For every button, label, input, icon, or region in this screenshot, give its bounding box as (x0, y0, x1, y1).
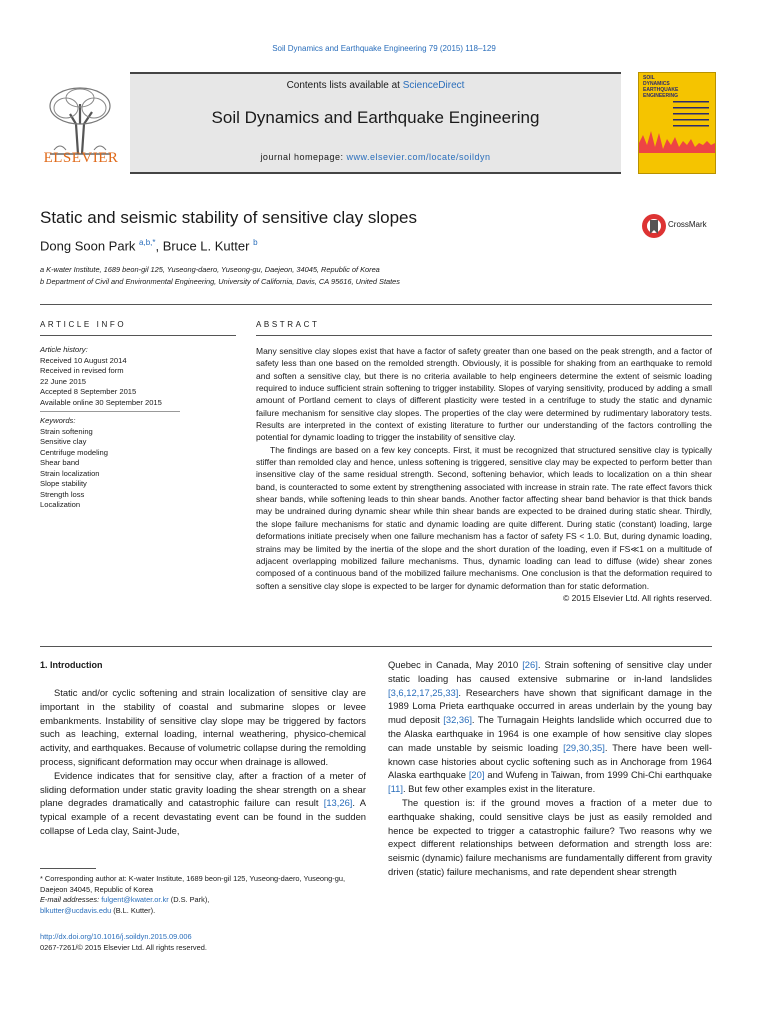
author-affiliation-marker[interactable]: a,b,* (139, 238, 156, 247)
journal-homepage (130, 152, 621, 162)
divider (40, 411, 180, 412)
journal-citation-link[interactable]: Soil Dynamics and Earthquake Engineering 79 (2015) 118–129 (272, 44, 496, 53)
affiliation-a: a K-water Institute, 1689 beon-gil 125, Yuseong-daero, Yuseong-gu, Daejeon, 34045, Republic of Korea (40, 265, 380, 274)
contents-line (130, 80, 621, 91)
email-owner: (B.L. Kutter). (111, 905, 156, 915)
cover-line: SOIL (643, 75, 655, 81)
cover-line: DYNAMICS (643, 81, 670, 87)
cover-line: EARTHQUAKE (643, 87, 679, 93)
citation-link[interactable]: [3,6,12,17,25,33] (388, 686, 459, 698)
citation-link[interactable]: [26] (522, 659, 538, 670)
email-owner: (D.S. Park), (168, 895, 210, 905)
body-text: . The Turnagain Heights landslide which occurred due to the Alaska earthquake in 1964 is one example of how sensitive clay slopes can made unstable by seismic loading (388, 714, 712, 753)
contents-prefix: Contents lists available at (286, 80, 403, 91)
section-heading-introduction: 1. Introduction (40, 660, 103, 670)
body-text: . Researchers have shown that significant damage in the 1989 Loma Prieta earthquake occurred in areas underlain by the young bay mud deposit (388, 686, 712, 726)
homepage-link[interactable]: www.elsevier.com/locate/soildyn (346, 152, 491, 162)
abstract-body (256, 345, 712, 604)
journal-title: Soil Dynamics and Earthquake Engineering (211, 108, 540, 127)
article-info (40, 345, 240, 511)
body-text: and Wufeng in Taiwan, from 1999 Chi-Chi earthquake (484, 769, 712, 781)
divider (40, 304, 712, 305)
body-paragraph: The question is: if the ground moves a fraction of a meter due to earthquake shaking, could sensitive clays be just as easily remolded and hence be expected to trigger a catastrophic failure? Two reasons why we expect different relationships between deformation and strength loss are: seismic (dynamic) failure mechanisms are fundamentally different from gravity driven (static) failure mechanisms, and rate dependent shear strength (388, 796, 712, 877)
corresponding-author-note: * Corresponding author at: K-water Institute, 1689 beon-gil 125, Yuseong-daero, Yuseong-gu, Daejeon 34045, Republic of Korea (40, 874, 346, 894)
doi-link[interactable]: http://dx.doi.org/10.1016/j.soildyn.2015.09.006 (40, 932, 192, 941)
elsevier-wordmark: ELSEVIER (43, 150, 119, 166)
email-addresses (40, 906, 366, 917)
keyword: Localization (40, 500, 81, 509)
email-label: E-mail addresses: (40, 895, 102, 905)
email-addresses (40, 895, 366, 906)
crossmark-label: CrossMark (668, 220, 707, 229)
footnote (40, 874, 366, 916)
affiliation-b: b Department of Civil and Environmental Engineering, University of California, Davis, CA 95616, United States (40, 277, 400, 286)
author-name: Dong Soon Park (40, 238, 136, 254)
citation-link[interactable]: [32,36] (443, 714, 472, 726)
keyword: Strain localization (40, 468, 100, 478)
cover-line: ENGINEERING (643, 93, 679, 99)
issn-copyright: 0267-7261/© 2015 Elsevier Ltd. All rights reserved. (40, 942, 207, 952)
email-link[interactable]: blkutter@ucdavis.edu (40, 905, 112, 915)
citation-link[interactable]: [29,30,35] (563, 741, 605, 753)
cover-graphic (639, 73, 715, 173)
divider (40, 335, 236, 336)
history-item: Received 10 August 2014 (40, 355, 127, 365)
history-item: Received in revised form (40, 366, 124, 375)
abstract-copyright: © 2015 Elsevier Ltd. All rights reserved. (563, 592, 712, 603)
body-right-column (388, 658, 712, 879)
body-text: . A typical example of a recent devastating event can be found in the sudden collapse of Leda clay, Saint-Jude, (40, 797, 366, 836)
body-text: . There have been well-known case histories about cyclic softening such as in Anchorage from 1964 Alaska earthquake (388, 741, 712, 781)
citation-link[interactable]: [20] (468, 769, 485, 781)
article-identifiers (40, 932, 366, 953)
body-text: Evidence indicates that for sensitive clay, after a fraction of a meter of sliding deformation under static gravity loading the shear strength on a shear plane degrades dramatically and catastrophic failure can result (40, 769, 366, 809)
author-separator: , (155, 238, 163, 254)
body-text: . Strain softening of sensitive clay under static loading has caused extensive submarine or in-land landslides (388, 659, 712, 684)
author-list (40, 238, 258, 253)
keyword: Strength loss (40, 489, 85, 499)
sciencedirect-link[interactable]: ScienceDirect (402, 80, 465, 91)
body-text: . But few other examples exist in the literature. (402, 783, 596, 795)
abstract-paragraph: Many sensitive clay slopes exist that have a factor of safety greater than one based on the peak strength, and a factor of safety less than one based on the remolded strength. Obviously, it is possible for shaking from an earthquake to remold and soften a sensitive clay, but there is no criteria available to help engineers determine the extent of seismic loading required to induce sufficient strain softening to trigger instability. Slopes of varying sensitivity, produced by adding a small amount of Portland cement to clays of different plasticity were tested in a centrifuge to study the static and dynamic failure mechanism for sensitive clay slopes. The properties of the clay were determined by rudimentary laboratory tests. Results are interpreted in the context of existing literature to further our understanding of the factors controlling the potential for dynamic loading to trigger the instability of sensitive clay. (256, 346, 712, 443)
keyword: Shear band (40, 458, 80, 467)
email-link[interactable]: fulgent@kwater.or.kr (101, 895, 169, 905)
body-paragraph (388, 658, 712, 796)
keyword: Centrifuge modeling (40, 447, 108, 457)
journal-cover-thumbnail[interactable] (638, 72, 716, 174)
divider (40, 646, 712, 647)
paper-title: Static and seismic stability of sensitive clay slopes (40, 208, 417, 227)
abstract-heading: ABSTRACT (256, 320, 320, 329)
body-text: Quebec in Canada, May 2010 (388, 659, 523, 670)
body-paragraph: Static and/or cyclic softening and strain localization of sensitive clay are important in the stability of coastal and submarine slopes or levee embankments. Instability of sensitive clay slope may be triggered by factors such as leaching, external loading, internal weathering, physico-chemical activity, and earthquakes. Because of volumetric collapse during the remolding process, significant deformation may occur when drainage is allowed. (40, 687, 366, 767)
history-item: 22 June 2015 (40, 376, 87, 386)
keywords-label: Keywords: (40, 416, 76, 425)
author-name: Bruce L. Kutter (162, 238, 250, 254)
history-item: Available online 30 September 2015 (40, 397, 162, 407)
homepage-prefix: journal homepage: (260, 152, 347, 162)
history-item: Accepted 8 September 2015 (40, 387, 137, 396)
body-left-column (40, 686, 366, 838)
article-info-heading: ARTICLE INFO (40, 320, 127, 329)
history-label: Article history: (40, 345, 88, 354)
author-affiliation-marker[interactable]: b (253, 238, 258, 247)
abstract-paragraph: The findings are based on a few key concepts. First, it must be recognized that structured sensitive clay is typically stiffer than remolded clay and hence, unless softening is triggered, sensitive clay may be expected to perform better than insensitive clay of the same residual strength. Second, softening behavior, which leads to localization on a thin shear band, is counteracted to some extent by strengthening associated with increase in strain rate. The rate effect favors thick shear bands, while softening leads to thin shear bands. Another factor affecting shear band behavior is that thick bands may be undrained during dynamic shear while thin shear bands are expected to be drained during static shear. Thirdly, the slope failure mechanisms for static and dynamic loading are quite different. During static (constant) loading, large deformations initiate precisely when one failure mechanism has a factor of safety FS < 1.0. But, during dynamic loading, strains may be limited by the inertia of the slope and the short duration of the loading, even if FS≪1 on a multitude of adjacent overlapping mobilized failure mechanisms. Thus, dynamic loading can lead to diffuse (wide) shear zones composed of a continuous band of the mobilized failure mechanisms. One conclusion is that the deformation required to soften a sensitive clay slope is expected to be larger for dynamic deformation than for static deformation. (256, 444, 712, 591)
footnote-rule (40, 868, 96, 869)
citation-link[interactable]: [13,26] (323, 797, 353, 809)
keyword: Sensitive clay (40, 437, 87, 446)
keyword: Slope stability (40, 479, 87, 488)
divider (256, 335, 712, 336)
body-paragraph (40, 769, 366, 838)
citation-link[interactable]: [11] (388, 783, 403, 795)
keyword: Strain softening (40, 426, 93, 436)
